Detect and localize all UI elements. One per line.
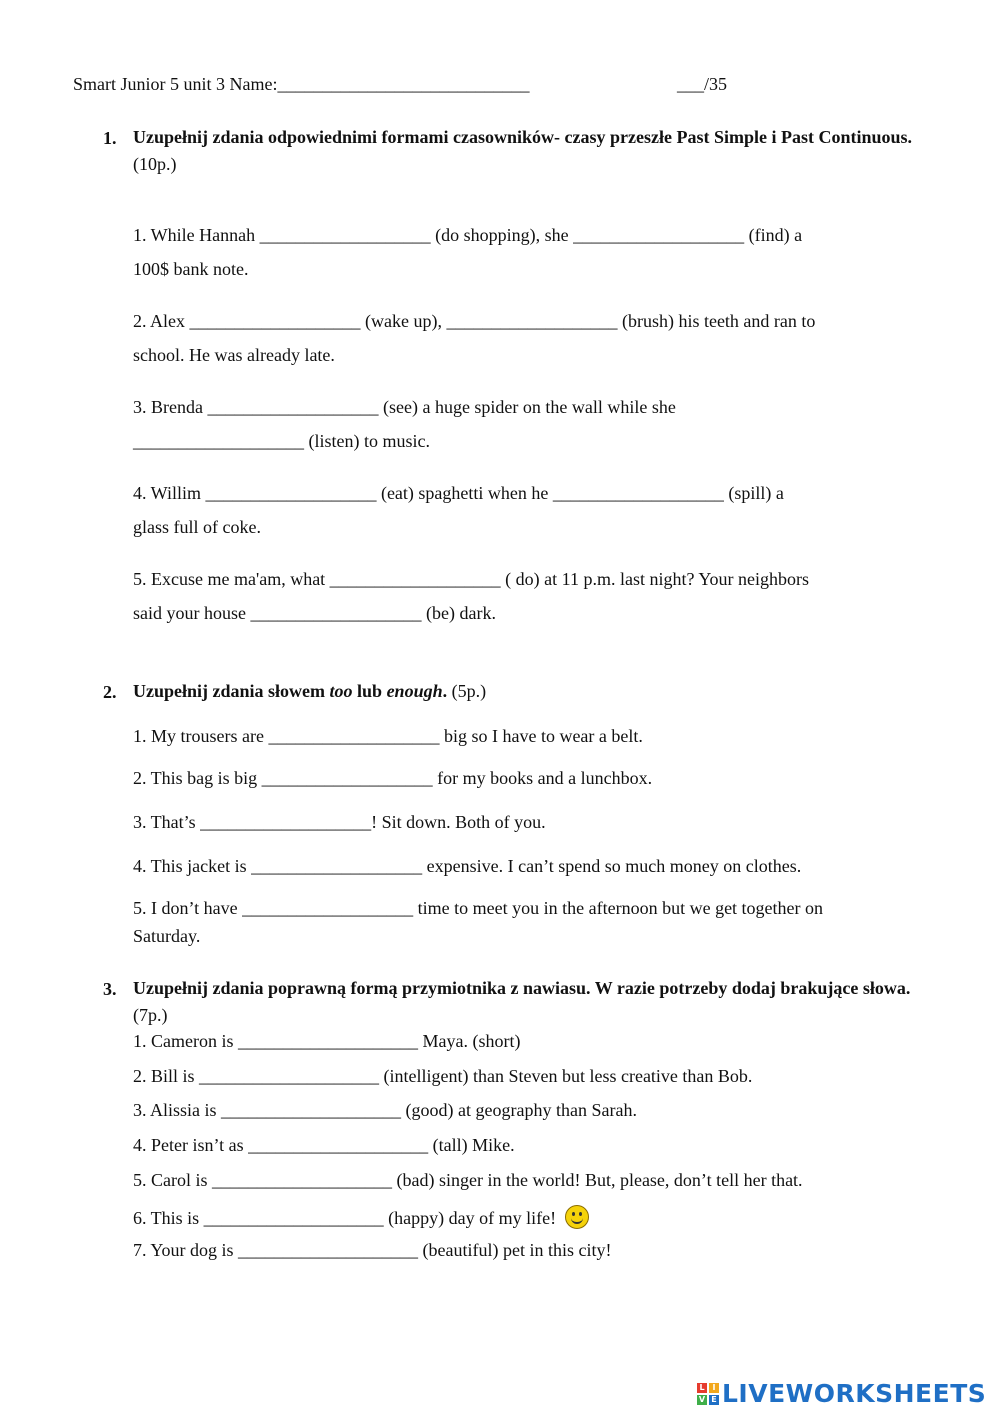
s2-line-6: Saturday. bbox=[133, 926, 201, 946]
s2-line-3[interactable]: 3. That’s ___________________! Sit down. Both of you. bbox=[133, 812, 546, 832]
section-2-title-too: too bbox=[329, 681, 353, 701]
section-2-points: (5p.) bbox=[447, 681, 487, 701]
section-1-title: Uzupełnij zdania odpowiednimi formami czasowników- czasy przeszłe Past Simple i Past Continuous. bbox=[133, 127, 913, 147]
s2-line-1[interactable]: 1. My trousers are ___________________ big so I have to wear a belt. bbox=[133, 726, 643, 746]
section-1-number: 1. bbox=[103, 128, 117, 148]
s2-line-2[interactable]: 2. This bag is big ___________________ for my books and a lunchbox. bbox=[133, 768, 653, 788]
s3-line-3[interactable]: 3. Alissia is ____________________ (good) at geography than Sarah. bbox=[133, 1100, 637, 1120]
section-2-title-a: Uzupełnij zdania słowem bbox=[133, 681, 330, 701]
s1-line-8: glass full of coke. bbox=[133, 517, 261, 537]
worksheet-header: Smart Junior 5 unit 3 Name:____________________________ bbox=[73, 74, 530, 94]
s1-line-7[interactable]: 4. Willim ___________________ (eat) spaghetti when he ___________________ (spill) a bbox=[133, 483, 784, 503]
s1-line-4: school. He was already late. bbox=[133, 345, 335, 365]
s1-line-2: 100$ bank note. bbox=[133, 259, 249, 279]
section-2-title-b: lub bbox=[352, 681, 387, 701]
score-field[interactable]: ___/35 bbox=[677, 74, 728, 94]
logo-blocks-icon: L I V E bbox=[697, 1383, 719, 1405]
section-2-title-c: . bbox=[442, 681, 448, 701]
s2-line-4[interactable]: 4. This jacket is ___________________ expensive. I can’t spend so much money on clothes. bbox=[133, 856, 802, 876]
s2-line-5[interactable]: 5. I don’t have ___________________ time to meet you in the afternoon but we get together on bbox=[133, 898, 824, 918]
liveworksheets-logo bbox=[697, 1379, 986, 1408]
logo-text: LIVEWORKSHEETS bbox=[722, 1379, 987, 1408]
s1-line-3[interactable]: 2. Alex ___________________ (wake up), ___________________ (brush) his teeth and ran to bbox=[133, 311, 816, 331]
s1-line-9[interactable]: 5. Excuse me ma'am, what ___________________ ( do) at 11 p.m. last night? Your neighbors bbox=[133, 569, 809, 589]
s3-line-1[interactable]: 1. Cameron is ____________________ Maya. (short) bbox=[133, 1031, 521, 1051]
section-1-points: (10p.) bbox=[133, 154, 177, 174]
section-3-title: Uzupełnij zdania poprawną formą przymiotnika z nawiasu. W razie potrzeby dodaj brakujące słowa. bbox=[133, 978, 911, 998]
s3-line-6-wrap bbox=[133, 1205, 589, 1229]
s3-line-4[interactable]: 4. Peter isn’t as ____________________ (tall) Mike. bbox=[133, 1135, 515, 1155]
s1-line-5[interactable]: 3. Brenda ___________________ (see) a huge spider on the wall while she bbox=[133, 397, 676, 417]
section-2-heading bbox=[133, 678, 933, 705]
section-3-heading bbox=[133, 975, 933, 1029]
smiley-face-icon bbox=[565, 1205, 589, 1229]
section-3-number: 3. bbox=[103, 979, 117, 999]
s3-line-6[interactable]: 6. This is ____________________ (happy) day of my life! bbox=[133, 1208, 557, 1228]
s1-line-10[interactable]: said your house ___________________ (be) dark. bbox=[133, 603, 496, 623]
s1-line-6[interactable]: ___________________ (listen) to music. bbox=[133, 431, 430, 451]
s1-line-1[interactable]: 1. While Hannah ___________________ (do shopping), she ___________________ (find) a bbox=[133, 225, 803, 245]
section-2-number: 2. bbox=[103, 682, 117, 702]
section-3-points: (7p.) bbox=[133, 1005, 168, 1025]
section-1-heading bbox=[133, 124, 933, 178]
s3-line-5[interactable]: 5. Carol is ____________________ (bad) singer in the world! But, please, don’t tell her that. bbox=[133, 1170, 803, 1190]
s3-line-7[interactable]: 7. Your dog is ____________________ (beautiful) pet in this city! bbox=[133, 1240, 612, 1260]
section-2-title-enough: enough bbox=[386, 681, 443, 701]
s3-line-2[interactable]: 2. Bill is ____________________ (intelligent) than Steven but less creative than Bob. bbox=[133, 1066, 753, 1086]
